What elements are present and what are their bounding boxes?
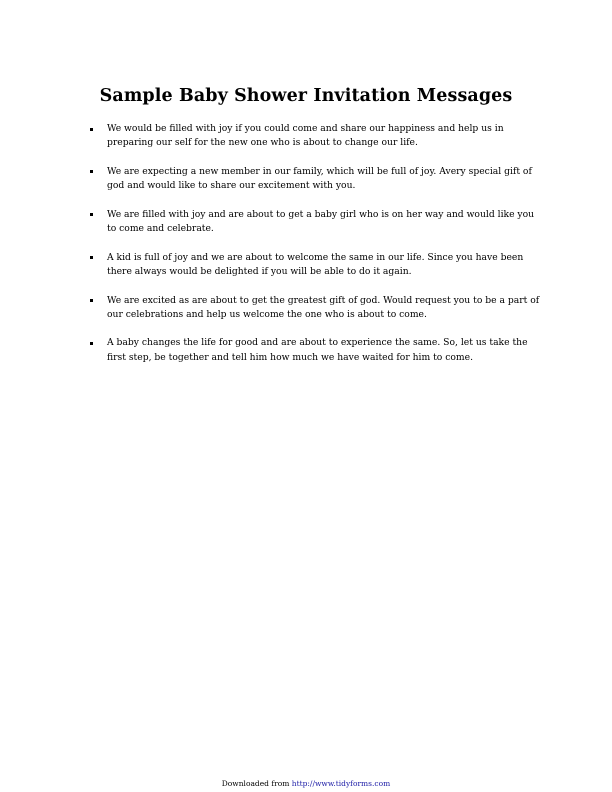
message-text: We are expecting a new member in our family, which will be full of joy. Avery special gift of god and would like to share our excitement with you. [107,165,532,192]
list-item [86,294,546,323]
bullet-icon [90,170,93,173]
message-text: A baby changes the life for good and are about to experience the same. So, let us take the first step, be together and tell him how much we have waited for him to come. [107,337,528,363]
message-text: We are filled with joy and are about to get a baby girl who is on her way and would like you to come and celebrate. [107,208,535,235]
message-text: We would be filled with joy if you could come and share our happiness and help us in preparing our self for the new one who is about to change our life. [107,123,504,149]
list-item [86,165,546,194]
footer-prefix: Downloaded from [221,779,290,788]
message-list [86,122,546,379]
list-item [86,122,546,151]
message-text: We are excited as are about to get the greatest gift of god. Would request you to be a part of our celebrations and help us welcome the one who is about to come. [107,294,540,320]
message-text: A kid is full of joy and we are about to welcome the same in our life. Since you have been there always would be delighted if you will be able to do it again. [107,251,524,277]
list-item [86,208,546,237]
footer-link[interactable]: http://www.tidyforms.com [291,779,391,788]
bullet-icon [90,342,93,345]
page-title: Sample Baby Shower Invitation Messages [99,86,513,106]
bullet-icon [90,299,93,302]
list-item [86,336,546,365]
bullet-icon [90,128,93,131]
footer-credit [0,779,612,788]
bullet-icon [90,213,93,216]
list-item [86,251,546,280]
bullet-icon [90,256,93,259]
